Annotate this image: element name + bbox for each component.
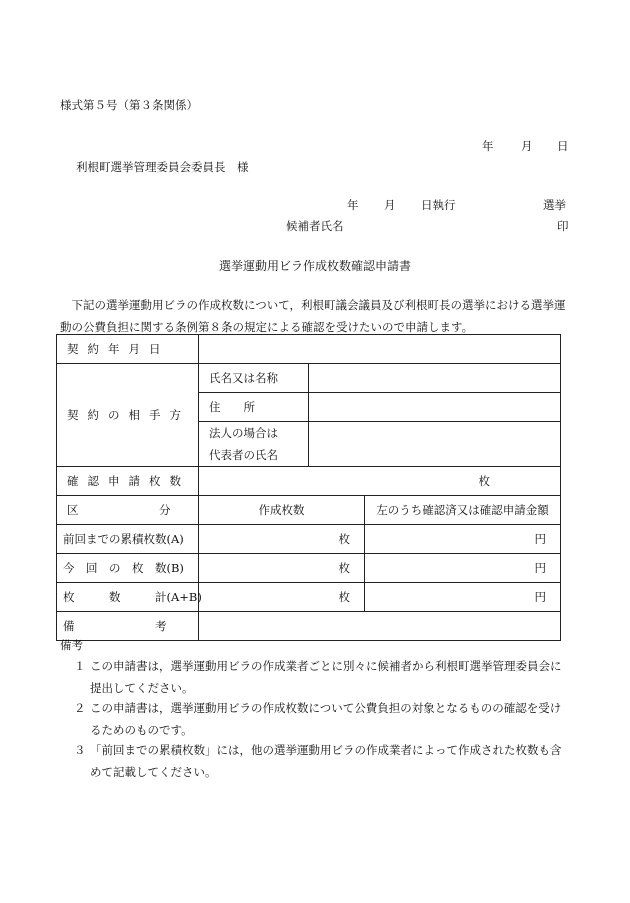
seal-mark: 印 (557, 219, 569, 233)
row-header (57, 496, 561, 525)
form-number: 様式第５号（第３条関係） (60, 98, 198, 112)
previous-total-count[interactable]: 枚 (199, 525, 365, 554)
note-text: この申請書は，選挙運動用ビラの作成業者ごとに別々に候補者から利根町選挙管理委員会に提出してください。 (90, 659, 562, 695)
remarks-label: 備 考 (57, 612, 199, 641)
previous-total-label: 前回までの累積枚数(A) (57, 525, 199, 554)
row-previous-total (57, 525, 561, 554)
election-year: 年 (347, 198, 359, 212)
corp-rep-value[interactable] (309, 422, 561, 467)
notes-heading: 備考 (60, 638, 83, 652)
row-total (57, 583, 561, 612)
intro-paragraph: 下記の選挙運動用ビラの作成枚数について，利根町議会議員及び利根町長の選挙における選挙運動の公費負担に関する条例第８条の規定による確認を受けたいので申請します。 (60, 298, 566, 334)
current-label: 今 回 の 枚 数(B) (57, 554, 199, 583)
corp-rep-label (199, 422, 309, 467)
note-text: 「前回までの累積枚数」には，他の選挙運動用ビラの作成業者によって作成された枚数も含めて記載してください。 (90, 743, 562, 779)
total-count[interactable]: 枚 (199, 583, 365, 612)
row-counterparty-name (57, 364, 561, 393)
contract-date-value[interactable] (199, 335, 561, 364)
current-count[interactable]: 枚 (199, 554, 365, 583)
note-number: ２ (74, 701, 86, 715)
corp-rep-label-line-2: 代表者の氏名 (209, 448, 278, 462)
note-text: この申請書は，選挙運動用ビラの作成枚数について公費負担の対象となるものの確認を受けるためのものです。 (90, 701, 562, 737)
confirm-count-unit[interactable]: 枚 (199, 467, 561, 496)
remarks-value[interactable] (199, 612, 561, 641)
row-remarks (57, 612, 561, 641)
name-value[interactable] (309, 364, 561, 393)
candidate-name-label: 候補者氏名 (286, 219, 344, 233)
total-label: 枚 数 計(A+B) (57, 583, 199, 612)
address-value[interactable] (309, 393, 561, 422)
note-number: １ (74, 659, 86, 673)
note-number: ３ (74, 743, 86, 757)
document-title: 選挙運動用ビラ作成枚数確認申請書 (218, 259, 411, 273)
address-label: 住 所 (199, 393, 309, 422)
election-month: 月 (384, 198, 396, 212)
date-year: 年 (482, 139, 494, 153)
date-day: 日 (557, 139, 569, 153)
contract-date-label: 契約年月日 (57, 335, 199, 364)
category-label: 区 分 (57, 496, 199, 525)
counterparty-label: 契約の相手方 (57, 364, 199, 467)
election-day-exec: 日執行 (421, 198, 456, 212)
current-amount[interactable]: 円 (365, 554, 561, 583)
row-contract-date (57, 335, 561, 364)
application-table (56, 334, 561, 641)
row-current (57, 554, 561, 583)
name-label: 氏名又は名称 (199, 364, 309, 393)
addressee: 利根町選挙管理委員会委員長 様 (76, 160, 249, 174)
row-confirm-count (57, 467, 561, 496)
amount-header: 左のうち確認済又は確認申請金額 (365, 496, 561, 525)
previous-total-amount[interactable]: 円 (365, 525, 561, 554)
produced-count-header: 作成枚数 (199, 496, 365, 525)
total-amount[interactable]: 円 (365, 583, 561, 612)
date-month: 月 (521, 139, 533, 153)
corp-rep-label-line-1: 法人の場合は (209, 426, 278, 440)
election-type: 選挙 (543, 198, 566, 212)
confirm-count-label: 確認申請枚数 (57, 467, 199, 496)
